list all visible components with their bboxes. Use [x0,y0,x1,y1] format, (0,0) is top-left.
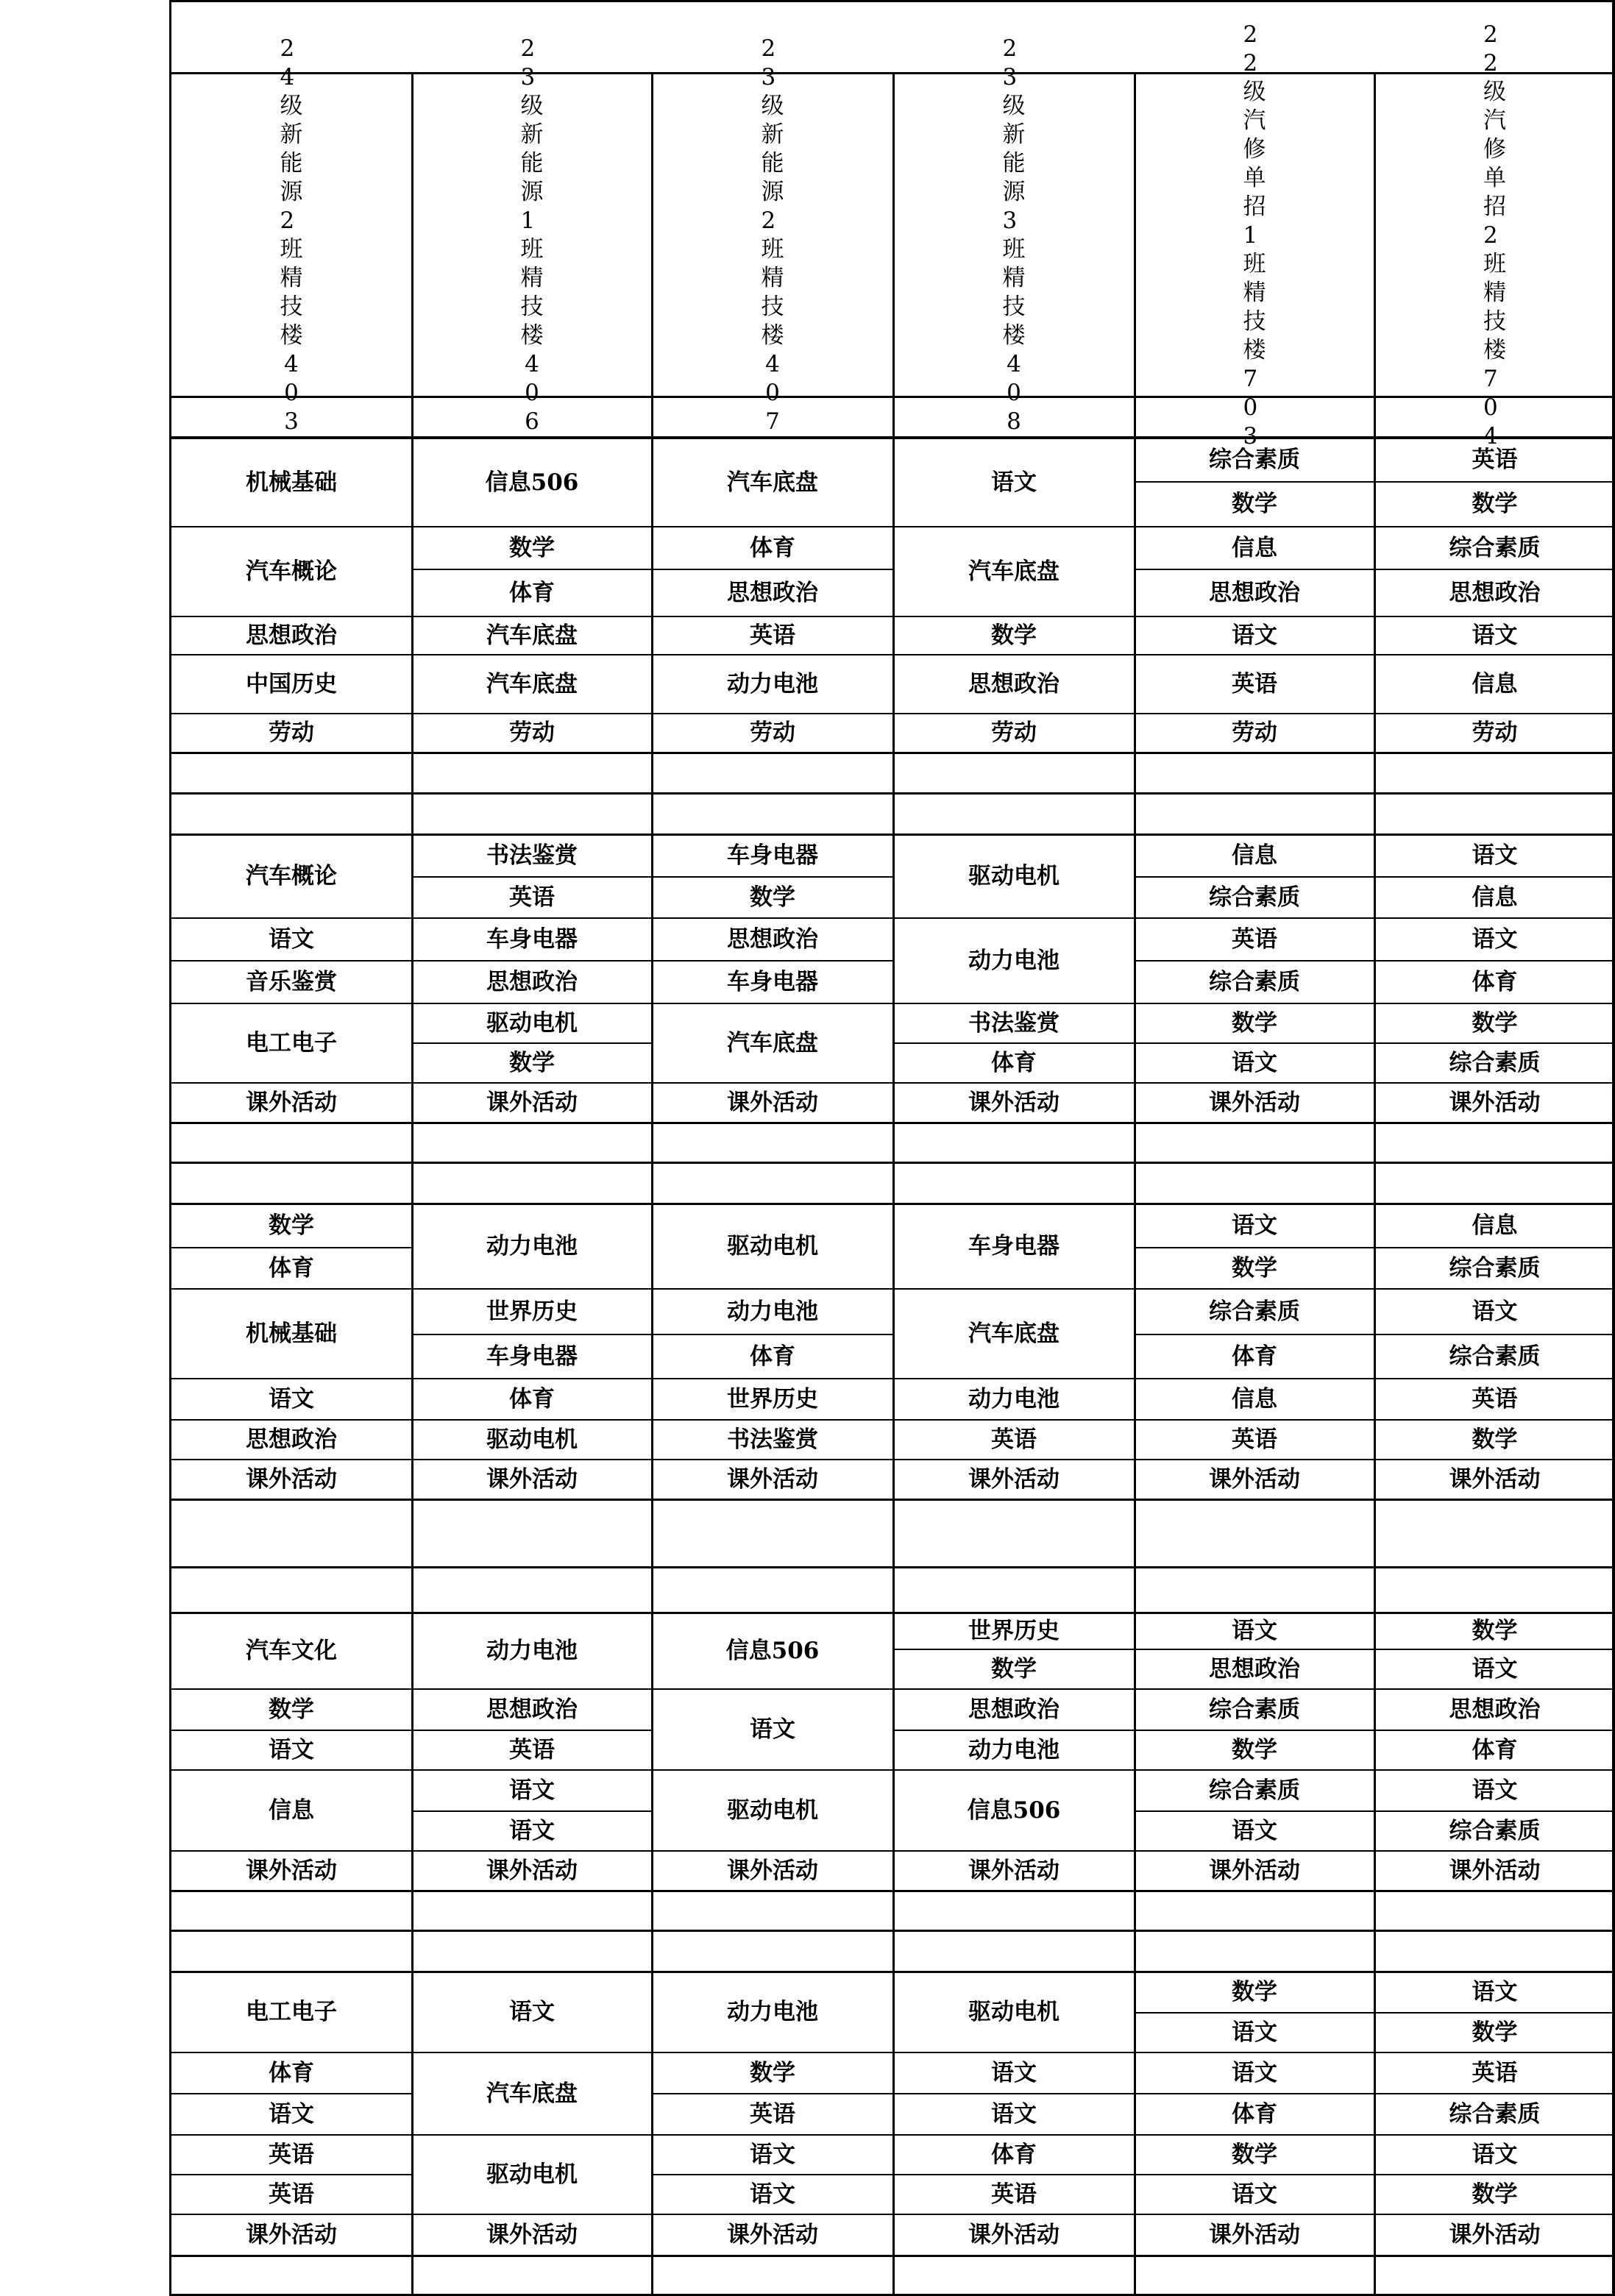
timetable-cell: 英语 [750,622,795,649]
timetable-cell: 课外活动 [968,1857,1059,1884]
timetable-cell: 课外活动 [1209,1089,1300,1116]
timetable-cell: 思想政治 [1449,579,1541,606]
timetable-cell: 语文 [991,469,1037,496]
header-class-text: 2 2 级 汽 修 单 招 1 班 精 技 [1243,21,1266,335]
timetable-cell: 思想政治 [1209,579,1300,606]
timetable-cell: 英语 [1232,925,1277,953]
timetable-cell: 课外活动 [1209,1465,1300,1493]
timetable-cell: 体育 [1472,968,1518,995]
timetable-cell: 课外活动 [1449,2221,1541,2248]
timetable-cell: 课外活动 [486,1465,578,1493]
timetable-cell: 动力电池 [727,1298,818,1325]
timetable-cell: 英语 [1472,2059,1518,2086]
timetable-cell: 英语 [991,1426,1037,1453]
timetable-cell: 英语 [991,2181,1037,2208]
timetable-cell: 课外活动 [486,1857,578,1884]
timetable-cell: 语文 [269,1385,314,1412]
timetable-cell: 英语 [1472,1385,1518,1412]
timetable-cell: 动力电池 [486,1232,578,1259]
timetable-cell: 思想政治 [1209,1655,1300,1682]
timetable-cell: 数学 [1472,2019,1518,2046]
timetable-cell: 数学 [991,1655,1037,1682]
header-col-6 [1374,21,1615,449]
timetable-cell: 信息 [1232,534,1277,561]
timetable-cell: 语文 [1472,1777,1518,1804]
timetable-cell: 英语 [509,1736,555,1763]
timetable-cell: 数学 [1472,1617,1518,1644]
timetable-cell: 体育 [1232,2100,1277,2128]
timetable-cell: 驱动电机 [486,1426,578,1453]
timetable-cell: 动力电池 [968,1385,1059,1412]
grid-line [1134,72,1136,2295]
timetable-cell: 数学 [269,1696,314,1723]
timetable-cell: 车身电器 [968,1232,1059,1259]
timetable-cell: 劳动 [750,719,795,746]
timetable-cell: 车身电器 [727,842,818,869]
timetable-cell: 信息 [1472,670,1518,697]
timetable-cell: 思想政治 [727,579,818,606]
header-room-text: 4 0 3 [284,351,299,435]
header-col-4 [893,35,1135,435]
timetable-cell: 信息 [269,1796,314,1824]
timetable-cell: 课外活动 [1209,2221,1300,2248]
timetable-cell: 数学 [1472,1009,1518,1037]
timetable-cell: 思想政治 [968,1696,1059,1723]
timetable-cell: 思想政治 [1449,1696,1541,1723]
timetable-cell: 体育 [991,2141,1037,2168]
timetable-cell: 驱动电机 [486,1009,578,1037]
timetable-cell: 数学 [509,1049,555,1076]
timetable-cell: 语文 [269,1736,314,1763]
timetable-cell: 语文 [750,2141,795,2168]
timetable-cell: 世界历史 [727,1385,818,1412]
timetable-cell: 思想政治 [486,1696,578,1723]
timetable-cell: 语文 [1472,622,1518,649]
grid-line [892,72,895,2295]
timetable-cell: 英语 [1232,1426,1277,1453]
timetable-cell: 英语 [1232,670,1277,697]
timetable-cell: 体育 [750,534,795,561]
timetable-cell: 语文 [1472,842,1518,869]
grid-line [169,792,1615,795]
timetable-cell: 课外活动 [727,1857,818,1884]
timetable-cell: 体育 [269,2059,314,2086]
header-room-text: 4 0 8 [1007,351,1021,435]
timetable-cell: 课外活动 [968,2221,1059,2248]
timetable-cell: 语文 [991,2059,1037,2086]
timetable-cell: 数学 [1232,1736,1277,1763]
grid-line [1374,72,1376,2295]
timetable-cell: 汽车底盘 [727,469,818,496]
timetable-cell: 课外活动 [968,1089,1059,1116]
timetable-cell: 课外活动 [246,1465,337,1493]
header-room-text: 4 0 7 [765,351,780,435]
timetable-cell: 数学 [1232,1254,1277,1282]
timetable-cell: 课外活动 [1209,1857,1300,1884]
timetable-cell: 语文 [1472,1298,1518,1325]
timetable-cell: 综合素质 [1449,1254,1541,1282]
timetable-cell: 车身电器 [486,1343,578,1370]
timetable-cell: 电工电子 [246,1029,337,1056]
timetable-cell: 数学 [991,622,1037,649]
timetable-cell: 中国历史 [246,670,337,697]
timetable-cell: 语文 [750,2181,795,2208]
timetable-cell: 劳动 [1472,719,1518,746]
timetable-cell: 音乐鉴赏 [246,968,337,995]
timetable-cell: 语文 [1472,2141,1518,2168]
timetable-cell: 语文 [1472,1655,1518,1682]
timetable-cell: 车身电器 [727,968,818,995]
header-col-5 [1135,21,1374,449]
timetable-cell: 语文 [509,1998,555,2025]
timetable-cell: 劳动 [991,719,1037,746]
header-col-2 [412,35,652,435]
timetable-cell: 汽车底盘 [486,2080,578,2107]
timetable-cell: 书法鉴赏 [486,842,578,869]
timetable-cell: 语文 [1232,1817,1277,1844]
timetable-cell: 体育 [509,579,555,606]
timetable-cell: 语文 [1472,1978,1518,2005]
timetable-cell: 语文 [509,1817,555,1844]
timetable-cell: 思想政治 [968,670,1059,697]
timetable-cell: 劳动 [509,719,555,746]
timetable-cell: 信息 [1472,1212,1518,1239]
timetable-cell: 驱动电机 [968,1998,1059,2025]
header-class-text: 2 4 级 新 能 源 2 班 精 技 楼 [280,35,303,349]
timetable-cell: 英语 [269,2181,314,2208]
timetable-cell: 英语 [1472,447,1518,473]
timetable-cell: 汽车概论 [246,558,337,585]
timetable-cell: 信息 [1472,884,1518,911]
timetable-cell: 综合素质 [1209,1298,1300,1325]
grid-line [169,1930,1615,1932]
timetable-cell: 动力电池 [968,1736,1059,1763]
timetable-cell: 综合素质 [1449,2100,1541,2128]
timetable-cell: 课外活动 [1449,1857,1541,1884]
timetable-cell: 汽车底盘 [486,622,578,649]
timetable-cell: 综合素质 [1449,534,1541,561]
timetable-cell: 课外活动 [727,2221,818,2248]
timetable-cell: 动力电池 [486,1637,578,1664]
timetable-cell: 车身电器 [486,925,578,953]
timetable-cell: 汽车底盘 [968,558,1059,585]
timetable-cell: 世界历史 [486,1298,578,1325]
timetable-cell: 英语 [750,2100,795,2128]
header-col-3 [652,35,893,435]
timetable-cell: 思想政治 [246,622,337,649]
timetable-cell: 英语 [269,2141,314,2168]
header-class-text: 2 2 级 汽 修 单 招 2 班 精 技 [1483,21,1506,335]
timetable-cell: 书法鉴赏 [727,1426,818,1453]
timetable-cell: 体育 [269,1254,314,1282]
timetable-cell: 语文 [1232,1212,1277,1239]
header-class-text: 2 3 级 新 能 源 3 班 精 技 楼 [1002,35,1026,349]
timetable-cell: 汽车底盘 [968,1320,1059,1347]
timetable-cell: 机械基础 [246,1320,337,1347]
timetable-cell: 课外活动 [727,1465,818,1493]
timetable-cell: 综合素质 [1449,1817,1541,1844]
timetable-cell: 体育 [750,1343,795,1370]
timetable-cell: 汽车文化 [246,1637,337,1664]
timetable-cell: 思想政治 [486,968,578,995]
timetable-cell: 世界历史 [968,1617,1059,1644]
timetable-cell: 综合素质 [1449,1049,1541,1076]
timetable-cell: 综合素质 [1209,884,1300,911]
timetable-cell: 汽车概论 [246,862,337,889]
timetable-cell: 语文 [269,925,314,953]
timetable-cell: 思想政治 [246,1426,337,1453]
timetable-cell: 体育 [1232,1343,1277,1370]
timetable-cell: 综合素质 [1209,968,1300,995]
timetable-cell: 综合素质 [1209,1696,1300,1723]
timetable-cell: 劳动 [1232,719,1277,746]
timetable-cell: 动力电池 [968,947,1059,974]
timetable-cell: 课外活动 [1449,1465,1541,1493]
timetable-cell: 数学 [1232,2141,1277,2168]
timetable-cell: 语文 [1232,622,1277,649]
timetable-cell: 书法鉴赏 [968,1009,1059,1037]
timetable-cell: 数学 [1232,1978,1277,2005]
timetable-cell: 综合素质 [1449,1343,1541,1370]
timetable-cell: 语文 [1232,1049,1277,1076]
timetable-cell: 课外活动 [246,2221,337,2248]
grid-line [169,0,1615,2]
header-room-text: 楼 7 0 3 [1243,336,1266,449]
grid-line [651,72,653,2295]
timetable-cell: 驱动电机 [727,1232,818,1259]
timetable-cell: 数学 [1232,491,1277,517]
header-room-text: 楼 7 0 4 [1483,336,1506,449]
timetable-cell: 语文 [509,1777,555,1804]
timetable-cell: 数学 [1232,1009,1277,1037]
timetable-cell: 机械基础 [246,469,337,496]
timetable-cell: 体育 [991,1049,1037,1076]
timetable-cell: 数学 [1472,491,1518,517]
grid-line [169,1566,1615,1568]
timetable-cell: 课外活动 [727,1089,818,1116]
timetable-cell: 语文 [1232,2181,1277,2208]
timetable-cell: 课外活动 [246,1857,337,1884]
header-class-text: 2 3 级 新 能 源 1 班 精 技 楼 [520,35,544,349]
timetable-cell: 驱动电机 [486,2161,578,2188]
timetable-cell: 汽车底盘 [727,1029,818,1056]
timetable-cell: 信息506 [967,1796,1061,1824]
timetable-cell: 数学 [1472,1426,1518,1453]
timetable-cell: 语文 [991,2100,1037,2128]
timetable-cell: 语文 [750,1716,795,1743]
timetable-cell: 综合素质 [1209,1777,1300,1804]
timetable-cell: 汽车底盘 [486,670,578,697]
timetable-cell: 动力电池 [727,670,818,697]
timetable-cell: 语文 [269,2100,314,2128]
timetable-cell: 课外活动 [486,1089,578,1116]
header-class-text: 2 3 级 新 能 源 2 班 精 技 楼 [761,35,784,349]
timetable-cell: 数学 [509,534,555,561]
timetable-cell: 数学 [750,2059,795,2086]
timetable-cell: 动力电池 [727,1998,818,2025]
timetable-cell: 语文 [1472,925,1518,953]
header-room-text: 4 0 6 [525,351,539,435]
timetable-cell: 英语 [509,884,555,911]
timetable-cell: 课外活动 [968,1465,1059,1493]
timetable-cell: 数学 [1472,2181,1518,2208]
header-col-1 [171,35,412,435]
timetable-cell: 课外活动 [246,1089,337,1116]
timetable-cell: 体育 [509,1385,555,1412]
timetable-cell: 语文 [1232,2059,1277,2086]
timetable-cell: 信息506 [485,469,579,496]
timetable-cell: 数学 [269,1212,314,1239]
timetable-cell: 课外活动 [1449,1089,1541,1116]
timetable-cell: 信息 [1232,1385,1277,1412]
timetable-cell: 语文 [1232,1617,1277,1644]
grid-line [411,72,413,2295]
timetable-cell: 语文 [1232,2019,1277,2046]
grid-line [169,1162,1615,1164]
timetable-cell: 信息506 [725,1637,820,1664]
timetable-cell: 劳动 [269,719,314,746]
timetable-cell: 体育 [1472,1736,1518,1763]
timetable-cell: 信息 [1232,842,1277,869]
timetable-cell: 电工电子 [246,1998,337,2025]
timetable-cell: 驱动电机 [968,862,1059,889]
timetable-cell: 驱动电机 [727,1796,818,1824]
timetable-cell: 综合素质 [1209,447,1300,473]
timetable-cell: 课外活动 [486,2221,578,2248]
timetable-cell: 思想政治 [727,925,818,953]
timetable-cell: 数学 [750,884,795,911]
